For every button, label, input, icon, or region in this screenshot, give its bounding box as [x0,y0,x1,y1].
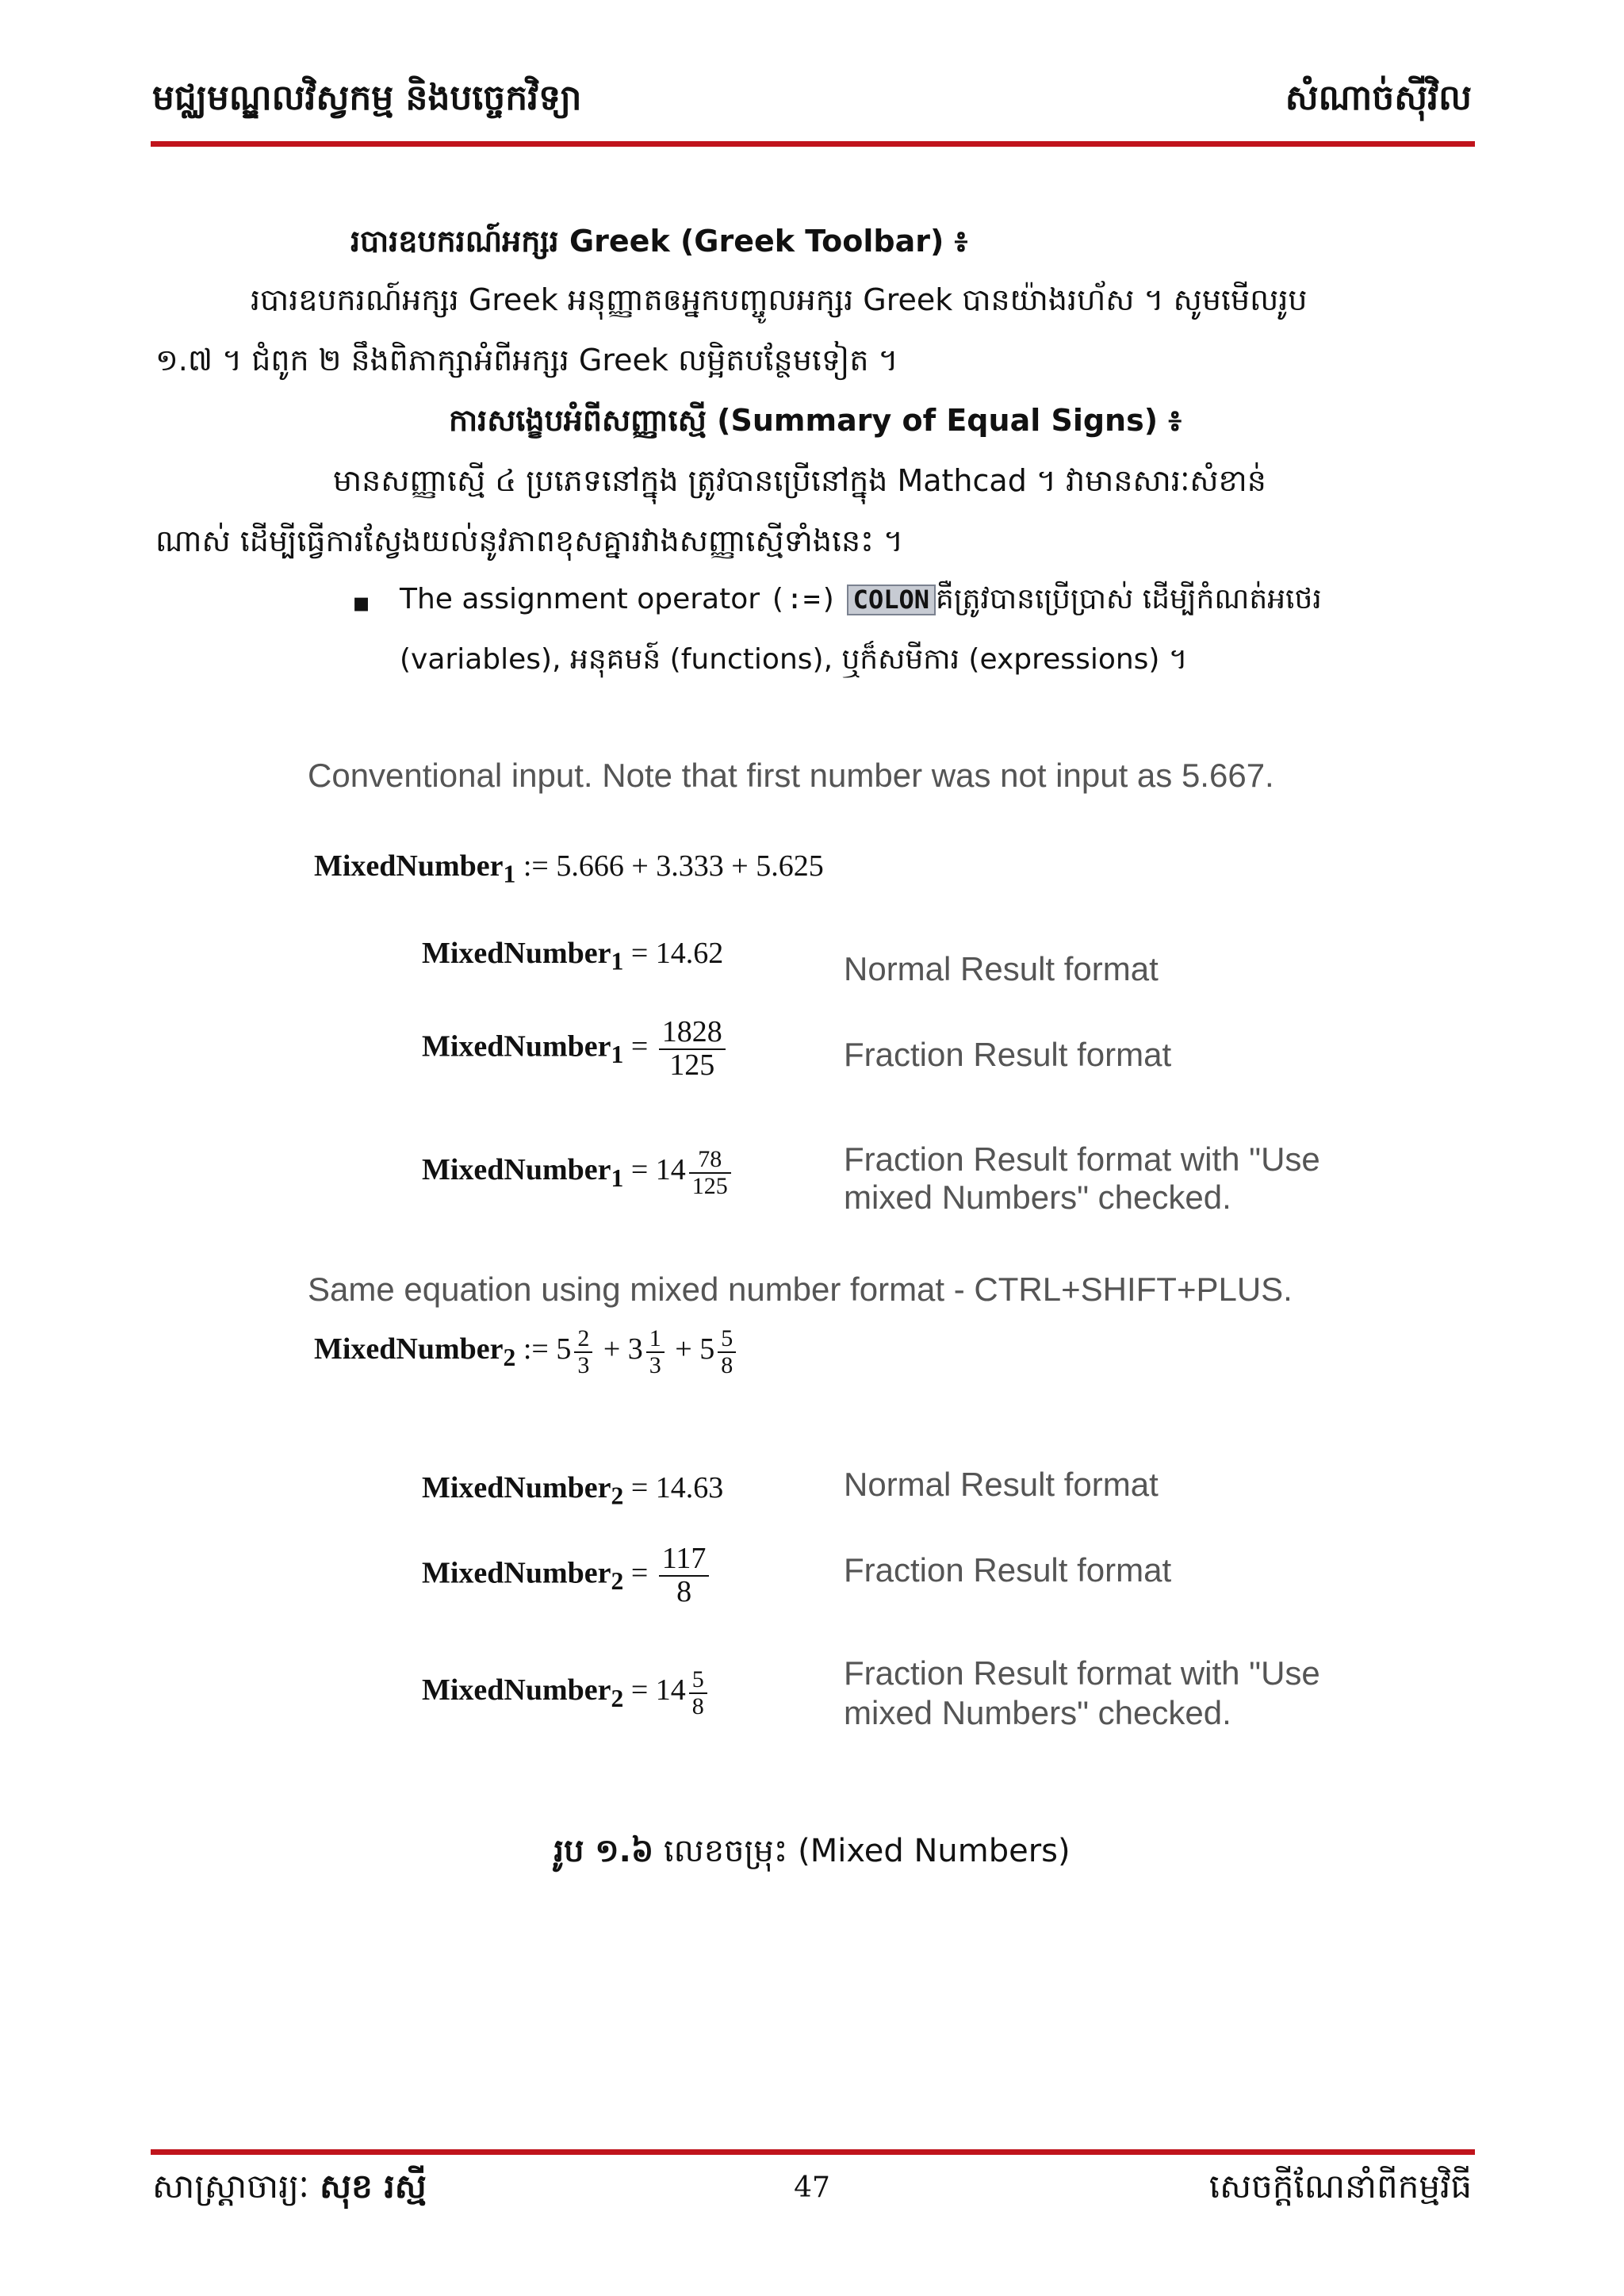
mathcad-figure [306,752,1321,1759]
section-heading-text: ការសង្ខេបអំពីសញ្ញាស្មើ (Summary of Equal Signs) ៖ [449,403,1182,438]
result-normal-2: MixedNumber$_2$ = 14.63 [422,1471,724,1510]
fraction: $\frac{1}{3}$ [646,1326,665,1378]
assignment-operator: (:=) [768,583,838,615]
fraction: $\frac{5}{8}$ [689,1667,707,1719]
figure-note-mixed: Same equation using mixed number format - CTRL+SHIFT+PLUS. [308,1271,1293,1308]
paragraph-2-line-1: មានសញ្ញាស្មើ ៤ ប្រភេទនៅក្នុង ត្រូវបានប្រើនៅក្នុង Mathcad ។ វាមានសារៈសំខាន់ [333,463,1266,498]
bullet-text-prefix: The assignment operator [400,583,760,615]
paragraph-1-line-2: ១.៧ ។ ជំពូក ២ នឹងពិភាក្សាអំពីអក្សរ Greek លម្អិតបន្ថែមទៀត ។ [155,343,898,378]
result-mixed-2: MixedNumber$_2$ = 14 $\frac{5}{8}$ [422,1667,710,1719]
page-number: 47 [794,2171,830,2204]
colon-key-icon: COLON [847,585,936,615]
footer-rule [151,2149,1475,2155]
fraction: $\frac{117}{8}$ [659,1543,710,1608]
bullet-line-2: (variables), អនុគមន៍ (functions), ឬក៏សមីការ (expressions) ។ [400,643,1188,676]
label-normal-result-2: Normal Result format [844,1466,1159,1503]
figure-caption [0,1830,1624,1877]
definition-mixednumber-2: MixedNumber$_2$ := 5 $\frac{2}{3}$ + 3 $\frac{1}{3}$ + 5 $\frac{5}{8}$ [314,1326,739,1378]
fraction: $\frac{2}{3}$ [574,1326,592,1378]
fraction: $\frac{1828}{125}$ [659,1017,726,1082]
result-normal-1: MixedNumber$_1$ = 14.62 [422,937,724,976]
definition-mixednumber-1: MixedNumber$_1$ := 5.666 + 3.333 + 5.625 [314,849,824,888]
label-normal-result-1: Normal Result format [844,950,1159,987]
header-rule [151,141,1475,147]
figure-note-conventional: Conventional input. Note that first number was not input as 5.667. [308,757,1274,794]
footer-author-name: សុខ រស្មី [320,2167,427,2206]
footer-right-title: សេចក្ដីណែនាំពីកម្មវិធី [1208,2167,1472,2206]
bullet-line-1 [400,582,1470,616]
caption-text: លេខចម្រុះ (Mixed Numbers) [663,1833,1071,1869]
label-mixed-result-1-line-2: mixed Numbers" checked. [844,1179,1231,1216]
fraction: $\frac{78}{125}$ [689,1147,731,1198]
header-right-title: សំណាច់ស៊ីវិល [1285,78,1472,118]
footer-author-prefix: សាស្ត្រាចារ្យៈ [152,2167,309,2206]
caption-number: រូប ១.៦ [553,1833,654,1869]
label-mixed-result-1-line-1: Fraction Result format with "Use [844,1140,1320,1178]
paragraph-2-line-2: ណាស់ ដើម្បីធ្វើការស្វែងយល់នូវភាពខុសគ្នារវាងសញ្ញាស្មើទាំងនេះ ។ [155,523,903,558]
bullet-text-suffix: គឺត្រូវបានប្រើប្រាស់ ដើម្បីកំណត់អថេរ [936,583,1322,615]
fraction: $\frac{5}{8}$ [718,1326,736,1378]
paragraph-1-line-1: របារឧបករណ៍អក្សរ Greek អនុញ្ញាតឲអ្នកបញ្ចូលអក្សរ Greek បានយ៉ាងរហ័ស ។ សូមមើលរូប [251,282,1308,317]
result-fraction-1: MixedNumber$_1$ = $\frac{1828}{125}$ [422,1017,729,1082]
label-mixed-result-2-line-2: mixed Numbers" checked. [844,1694,1231,1731]
result-fraction-2: MixedNumber$_2$ = $\frac{117}{8}$ [422,1543,712,1608]
variable-name: MixedNumber [314,849,504,883]
definition-rhs: := 5.666 + 3.333 + 5.625 [523,849,824,883]
header-left-title: មជ្ឈមណ្ឌលវិស្វកម្ម និងបច្ចេកវិទ្យា [152,78,582,118]
section-heading-greek-toolbar [155,224,1470,260]
section-heading-equal-signs [155,403,1470,439]
label-fraction-result-1: Fraction Result format [844,1036,1172,1073]
section-heading-text: របារឧបករណ៍អក្សរ Greek (Greek Toolbar) ៖ [350,224,968,259]
bullet-marker: ▪ [352,587,371,619]
label-fraction-result-2: Fraction Result format [844,1551,1172,1589]
result-mixed-1: MixedNumber$_1$ = 14 $\frac{78}{125}$ [422,1147,734,1198]
label-mixed-result-2-line-1: Fraction Result format with "Use [844,1654,1320,1692]
